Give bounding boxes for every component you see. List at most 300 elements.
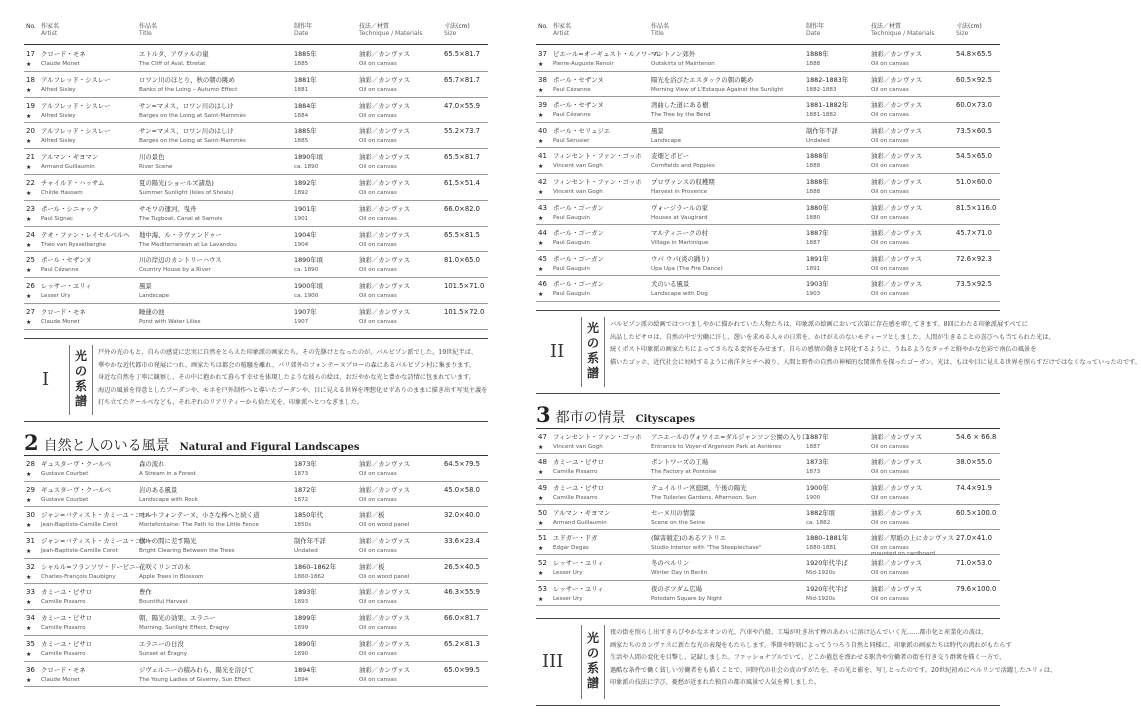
technique-en: Oil on canvas	[871, 163, 909, 170]
technique-en: Oil on canvas	[871, 519, 909, 526]
date-en: ca. 1890	[294, 267, 319, 274]
essay-line: 描いたゴッホ、近代社会に対峙するように南洋タヒチへ渡り、人間と野性の自然の神秘的な関係性を探ったゴーガン。光は、もはや目に見える世界を照らすだけではなくなっていったのです。	[610, 358, 1141, 366]
technique-ja: 油彩／カンヴァス	[359, 204, 411, 213]
date-ja: 1890年	[294, 639, 317, 648]
artist-name-en: Jean-Baptiste-Camille Corot	[41, 548, 118, 555]
essay-roman-numeral: III	[542, 651, 564, 672]
title-ja: 麦畑とポピー	[651, 152, 690, 161]
header-no: No.	[538, 23, 548, 30]
date-ja: 1901年	[294, 204, 317, 213]
date-en: 1882-1883	[806, 86, 837, 93]
date-en: Undated	[294, 548, 318, 555]
essay-divider	[604, 317, 605, 387]
essay-section-2	[536, 310, 1141, 394]
date-en: 1894	[294, 676, 309, 683]
date-ja: 1890年頃	[294, 256, 324, 265]
table-row	[24, 72, 488, 98]
technique-ja: 油彩／カンヴァス	[871, 254, 923, 263]
technique-ja: 油彩／カンヴァス	[871, 458, 923, 467]
title-en: Sunset at Éragny	[139, 650, 188, 657]
table-row	[24, 46, 488, 72]
artwork-number: 24	[26, 230, 35, 239]
artwork-number: 43	[538, 203, 547, 212]
table-row	[24, 456, 488, 482]
technique-en: Oil on canvas	[871, 61, 909, 67]
size: 65.2×81.3	[444, 639, 480, 648]
artist-name-en: Claude Monet	[41, 676, 80, 683]
technique-en: Oil on canvas	[871, 265, 909, 272]
essay-line: 身近な自然を丁寧に観察し、その中に抱かれて暮らす幸せを体現したような彼らの絵は、おだやかな光と豊かな詩情に包まれています。	[98, 374, 475, 381]
technique-en: Oil on canvas	[359, 676, 397, 683]
title-ja: 朝、陽光の効果、エラニー	[139, 614, 216, 623]
technique-ja: 油彩／カンヴァス	[871, 177, 923, 186]
right-page	[512, 0, 1141, 724]
header-title: 作品名 Title	[139, 23, 158, 37]
title-ja: 湾曲した道にある樹	[651, 101, 709, 110]
title-ja: サモワの運河、曳舟	[139, 204, 197, 213]
artist-name-en: Camille Pissarro	[41, 650, 86, 657]
star-mark: ★	[26, 267, 32, 275]
technique-en: Oil on canvas	[359, 293, 397, 300]
header-title: 作品名 Title	[651, 23, 670, 37]
star-mark: ★	[26, 293, 32, 301]
technique-ja: 油彩／カンヴァス	[871, 229, 923, 238]
date-en: 1885	[294, 138, 309, 145]
header-divider	[536, 44, 1000, 45]
title-en: Bountiful Harvest	[139, 599, 188, 606]
section-number: 3	[536, 402, 551, 427]
artwork-number: 51	[538, 534, 547, 543]
essay-section-3	[536, 618, 1057, 706]
star-mark: ★	[538, 291, 544, 299]
artist-name-ja: レッサー・ユリィ	[41, 282, 92, 291]
essay-line: 出品したピサロは、自然の中で労働に汗し、憩いを求める人々の日常を、かけがえのないモティーフとしました。人間が生きることの喜びへも当てられた光は、	[610, 333, 1055, 341]
artist-name-en: Claude Monet	[41, 61, 80, 67]
star-mark: ★	[26, 112, 32, 120]
artist-name-ja: ポール・シニャック	[41, 204, 99, 213]
size: 60.0×73.0	[956, 101, 992, 110]
title-en: Banks of the Loing – Autumn Effect	[139, 86, 238, 93]
table-row	[536, 505, 1000, 530]
artwork-number: 34	[26, 614, 35, 623]
essay-line: 海辺の風景を得意としたブーダンや、モネを戸外制作へと導いたブーダンや、目に見える世界を理想化せずありのままに描き出す写実主義を	[98, 386, 488, 394]
date-ja: 1881年	[294, 75, 317, 84]
date-en: 1860-1862	[294, 573, 325, 580]
technique-ja: 油彩／カンヴァス	[359, 101, 411, 110]
technique-ja: 油彩／カンヴァス	[871, 508, 923, 517]
date-en: Mid-1920s	[806, 595, 836, 602]
artist-name-ja: ジャン=バティスト・カミーユ・コロー	[41, 511, 155, 520]
size: 73.5×60.5	[956, 126, 992, 135]
artist-name-en: Théo van Rysselberghe	[41, 241, 107, 248]
artist-name-en: Camille Pissarro	[553, 494, 598, 501]
artist-name-ja: レッサー・ユリィ	[553, 584, 604, 593]
size: 46.3×55.9	[444, 588, 480, 597]
artwork-number: 25	[26, 256, 35, 265]
title-en: Winter Day in Berlin	[651, 570, 708, 577]
date-ja: 1887年	[806, 433, 829, 441]
technique-en: Oil on canvas	[359, 625, 397, 632]
title-ja: モルトフォンテーヌ、小さな棒へと続く道	[139, 511, 260, 520]
artwork-number: 36	[26, 665, 35, 674]
technique-en: Oil on canvas	[359, 86, 397, 93]
essay-line: 華やかな近代都市の発展につれ、画家たちは都会の喧騒を離れ、パリ郊外のフォンテーヌブローの森にあるバルビゾン村に集まります。	[98, 361, 476, 369]
title-ja: 犬のいる風景	[651, 280, 690, 289]
essay-section-1	[24, 338, 488, 422]
star-mark: ★	[26, 189, 32, 197]
size: 27.0×41.0	[956, 534, 992, 543]
column-header	[24, 23, 488, 44]
technique-en: Oil on canvas	[359, 267, 397, 274]
technique-en: Oil on canvas	[359, 599, 397, 606]
essay-divider	[581, 317, 582, 387]
title-en: The Tugboat, Canal at Samois	[139, 215, 223, 222]
artist-name-ja: ピエール=オーギュスト・ルノワール	[553, 50, 661, 58]
table-row	[536, 480, 1000, 505]
artist-name-ja: テオ・ファン・レイセルベルヘ	[41, 230, 130, 239]
table-row	[24, 252, 488, 278]
artist-name-en: Paul Gauguin	[553, 265, 590, 272]
size: 51.0×60.0	[956, 177, 992, 186]
artist-name-ja: シャルル=フランソワ・ドービニー	[41, 562, 142, 571]
artist-name-en: Paul Sérusier	[553, 137, 590, 144]
artist-name-en: Paul Cézanne	[553, 112, 591, 119]
table-row	[24, 175, 488, 201]
technique-ja: 油彩／カンヴァス	[359, 178, 411, 187]
artist-name-ja: チャイルド・ハッサム	[41, 178, 105, 187]
artwork-number: 42	[538, 177, 547, 186]
star-mark: ★	[538, 545, 544, 553]
technique-ja: 油彩／カンヴァス	[871, 433, 923, 441]
star-mark: ★	[26, 625, 32, 633]
star-mark: ★	[538, 444, 544, 451]
date-en: 1850s	[294, 522, 312, 529]
artist-name-ja: ギュスターヴ・クールベ	[41, 485, 112, 494]
technique-en: Oil on canvas	[871, 112, 909, 119]
title-en: The Tree by the Bend	[651, 112, 711, 119]
star-mark: ★	[538, 519, 544, 527]
title-ja: ヴォージラールの家	[651, 203, 709, 212]
title-en: Landscape	[651, 137, 682, 144]
technique-ja: 油彩／カンヴァス	[871, 584, 923, 593]
technique-en: Oil on canvas	[359, 138, 397, 145]
technique-ja: 油彩／カンヴァス	[359, 230, 411, 239]
table-row	[24, 636, 488, 662]
date-ja: 1860–1862年	[294, 562, 337, 571]
table-row	[536, 123, 1000, 149]
date-ja: 1882年頃	[806, 508, 836, 517]
date-en: 1887	[806, 444, 821, 450]
technique-ja: 油彩／カンヴァス	[871, 152, 923, 161]
artist-name-ja: カミーユ・ピサロ	[553, 483, 605, 492]
star-mark: ★	[538, 595, 544, 603]
title-en: Upa Upa (The Fire Dance)	[651, 265, 723, 272]
artist-name-ja: ポール・セザンヌ	[553, 75, 604, 84]
title-ja: 川の岸辺のカントリーハウス	[139, 256, 222, 265]
technique-ja: 油彩／カンヴァス	[871, 101, 923, 110]
title-ja: 陽光を浴びたエスタックの朝の眺め	[651, 75, 754, 84]
section-number: 2	[24, 430, 39, 455]
artist-name-ja: アルフレッド・シスレー	[41, 101, 111, 110]
table-row	[24, 149, 488, 175]
date-en: 1880-1881	[806, 545, 837, 552]
technique-en: Oil on canvas	[359, 164, 397, 171]
star-mark: ★	[538, 61, 544, 68]
technique-en-2: mounted on cardboard	[871, 551, 936, 558]
artwork-number: 30	[26, 511, 35, 520]
title-ja: マントノン郊外	[651, 50, 696, 58]
star-mark: ★	[538, 265, 544, 273]
table-row	[24, 482, 488, 508]
left-page	[0, 0, 512, 724]
title-ja: 森の流れ	[139, 460, 165, 468]
star-mark: ★	[26, 215, 32, 223]
date-en: ca. 1882	[806, 519, 831, 526]
title-en: Barges on the Loing at Saint-Mammès	[139, 138, 246, 145]
artist-name-en: Childe Hassam	[41, 189, 83, 196]
title-ja: エトルタ、アヴァルの崖	[139, 50, 209, 58]
artwork-table-1	[24, 46, 488, 330]
artwork-number: 28	[26, 460, 35, 468]
technique-en: Oil on canvas	[359, 650, 397, 657]
artist-name-en: Alfred Sisley	[41, 86, 76, 93]
artist-name-en: Alfred Sisley	[41, 112, 76, 119]
essay-line: 印象派の技法に学び、憂愁が近まれた独自の都市風景で人気を博しました。	[610, 679, 821, 686]
technique-ja: 油彩／カンヴァス	[871, 50, 923, 58]
artist-name-en: Pierre-Auguste Renoir	[553, 61, 614, 67]
title-ja: ロワン川のほとり、秋の朝の眺め	[139, 75, 235, 84]
artwork-number: 40	[538, 126, 547, 135]
artwork-number: 20	[26, 127, 35, 136]
size: 60.5×100.0	[956, 508, 997, 517]
date-en: 1885	[294, 61, 309, 67]
artwork-number: 39	[538, 101, 547, 110]
star-mark: ★	[538, 570, 544, 578]
table-row	[536, 46, 1000, 72]
size: 79.6×100.0	[956, 584, 997, 593]
artwork-number: 53	[538, 584, 547, 593]
title-ja: 川の景色	[139, 153, 165, 162]
essay-roman-numeral: I	[42, 369, 50, 390]
size: 71.0×53.0	[956, 559, 992, 568]
artwork-number: 23	[26, 204, 35, 213]
date-ja: 1907年	[294, 307, 317, 316]
date-en: 1891	[806, 265, 821, 272]
size: 65.7×81.7	[444, 75, 480, 84]
technique-en: Oil on canvas	[359, 548, 397, 555]
date-en: 1899	[294, 625, 309, 632]
date-en: 1881	[294, 86, 309, 93]
star-mark: ★	[26, 318, 32, 326]
date-en: 1904	[294, 241, 309, 248]
title-ja: サン=マメス、ロワン川のはしけ	[139, 127, 234, 136]
table-row	[24, 533, 488, 559]
date-ja: 1892年	[294, 178, 317, 187]
essay-text	[610, 319, 1141, 369]
star-mark: ★	[26, 650, 32, 658]
date-en: 1901	[294, 215, 309, 222]
size: 74.4×91.9	[956, 483, 992, 492]
size: 72.6×92.3	[956, 254, 992, 263]
size: 45.7×71.0	[956, 229, 992, 238]
title-en: Entrance to Voyer-d'Argenson Park at Asnières	[651, 444, 782, 450]
size: 54.5×65.0	[956, 152, 992, 161]
size: 66.0×81.7	[444, 614, 480, 623]
date-en: ca. 1890	[294, 164, 319, 171]
size: 73.5×92.5	[956, 280, 992, 289]
technique-en: Oil on canvas	[871, 444, 909, 450]
artist-name-en: Gustave Courbet	[41, 496, 89, 503]
table-row	[24, 201, 488, 227]
table-row	[24, 662, 488, 688]
technique-en: Oil on canvas	[871, 469, 909, 476]
date-ja: 1873年	[806, 458, 829, 467]
title-ja: (障害競走)のあるアトリエ	[651, 534, 727, 543]
technique-en: Oil on canvas	[359, 61, 397, 67]
artist-name-ja: カミーユ・ピサロ	[41, 614, 93, 623]
artwork-number: 52	[538, 559, 547, 568]
table-row	[536, 225, 1000, 251]
artist-name-ja: フィンセント・ファン・ゴッホ	[553, 433, 642, 441]
essay-divider	[581, 625, 582, 699]
artist-name-ja: エドガー・ドガ	[553, 534, 598, 543]
title-en: Landscape with Rock	[139, 496, 198, 503]
date-ja: 1904年	[294, 230, 317, 239]
title-en: A Stream in a Forest	[139, 471, 196, 477]
date-ja: 制作年不詳	[806, 126, 838, 135]
date-ja: 1890年頃	[294, 153, 324, 162]
size: 54.6 × 66.8	[956, 433, 997, 441]
header-artist: 作家名 Artist	[553, 23, 572, 37]
size: 81.0×65.0	[444, 256, 480, 265]
artist-name-en: Edgar Degas	[553, 545, 589, 552]
date-en: 1881-1882	[806, 112, 837, 119]
section-title-en: Cityscapes	[635, 414, 695, 425]
star-mark: ★	[26, 522, 32, 530]
size: 60.5×92.5	[956, 75, 992, 84]
artwork-number: 31	[26, 537, 35, 546]
table-row	[24, 123, 488, 149]
star-mark: ★	[26, 138, 32, 146]
technique-ja: 油彩／厚紙の上にカンヴァス	[871, 534, 955, 543]
title-ja: 夜のポツダム広場	[651, 584, 703, 593]
size: 101.5×72.0	[444, 307, 485, 316]
artwork-number: 45	[538, 254, 547, 263]
table-row	[536, 97, 1000, 123]
table-row	[536, 530, 1000, 558]
star-mark: ★	[26, 86, 32, 94]
table-row	[24, 98, 488, 124]
technique-ja: 油彩／カンヴァス	[871, 483, 923, 492]
technique-ja: 油彩／カンヴァス	[359, 282, 411, 291]
artist-name-en: Armand Guillaumin	[553, 519, 607, 526]
star-mark: ★	[26, 548, 32, 556]
date-ja: 1880–1881年	[806, 534, 849, 543]
date-en: 1892	[294, 189, 309, 196]
star-mark: ★	[26, 164, 32, 172]
artist-name-ja: クロード・モネ	[41, 50, 86, 58]
artist-name-ja: ポール・ゴーガン	[553, 280, 604, 289]
size: 66.0×82.0	[444, 204, 480, 213]
technique-ja: 油彩／カンヴァス	[871, 203, 923, 212]
star-mark: ★	[538, 112, 544, 120]
essay-vertical-title: 光の系譜	[586, 321, 599, 380]
artist-name-en: Vincent van Gogh	[553, 163, 603, 170]
date-ja: 1884年	[294, 101, 317, 110]
technique-ja: 油彩／カンヴァス	[359, 639, 411, 648]
title-en: Bright Clearing Between the Trees	[139, 548, 235, 555]
star-mark: ★	[26, 241, 32, 249]
date-en: 1872	[294, 496, 309, 503]
artist-name-en: Paul Signac	[41, 215, 74, 222]
artwork-number: 18	[26, 75, 35, 84]
size: 38.0×55.0	[956, 458, 992, 467]
essay-text	[98, 347, 488, 410]
title-ja: サン=マメス、ロワン川のはしけ	[139, 101, 234, 110]
essay-line: 打ち立てたクールベなども、それぞれのリアリティーから拾た光を、印象派へとつなぎました。	[98, 399, 363, 406]
date-ja: 1872年	[294, 485, 317, 494]
artist-name-ja: ポール・ゴーガン	[553, 203, 604, 212]
table-row	[24, 507, 488, 533]
size: 65.5×81.5	[444, 230, 480, 239]
artist-name-ja: ポール・セリュジエ	[553, 126, 611, 135]
artist-name-ja: ポール・ゴーガン	[553, 229, 604, 238]
artist-name-en: Vincent van Gogh	[553, 188, 603, 195]
artist-name-ja: ポール・セザンヌ	[41, 256, 92, 265]
table-row	[536, 454, 1000, 479]
artist-name-en: Alfred Sisley	[41, 138, 76, 145]
date-ja: 1900年	[806, 483, 829, 492]
date-ja: 1887年	[806, 229, 829, 238]
star-mark: ★	[538, 137, 544, 145]
title-ja: 豊作	[139, 588, 152, 597]
title-en: Houses at Vaugirard	[651, 214, 708, 221]
date-en: 1888	[806, 163, 821, 170]
artwork-table-4	[536, 428, 1000, 606]
star-mark: ★	[538, 240, 544, 248]
table-row	[536, 581, 1000, 606]
table-row	[536, 148, 1000, 174]
star-mark: ★	[26, 676, 32, 684]
size: 65.0×99.5	[444, 665, 480, 674]
date-ja: 1850年代	[294, 511, 324, 520]
title-en: Apple Trees in Blossom	[139, 573, 204, 580]
title-en: Mortefontaine: The Path to the Little Fence	[139, 522, 259, 529]
size: 65.5×81.7	[444, 50, 480, 58]
technique-ja: 油彩／カンヴァス	[359, 256, 411, 265]
technique-en: Oil on canvas	[871, 188, 909, 195]
technique-ja: 油彩／カンヴァス	[359, 665, 411, 674]
technique-en: Oil on canvas	[359, 241, 397, 248]
artwork-number: 50	[538, 508, 547, 517]
title-en: The Mediterranean at Le Lavandou	[139, 241, 237, 248]
date-en: 1893	[294, 599, 309, 606]
artwork-number: 17	[26, 50, 35, 58]
technique-en: Oil on wood panel	[359, 522, 410, 529]
date-en: 1873	[294, 471, 309, 477]
title-ja: 岩のある風景	[139, 485, 178, 494]
date-ja: 1885年	[294, 127, 317, 136]
size: 65.5×81.7	[444, 153, 480, 162]
title-ja: 風景	[139, 282, 152, 291]
artist-name-en: Paul Gauguin	[553, 291, 590, 298]
title-ja: 冬のベルリン	[651, 559, 690, 568]
technique-ja: 油彩／カンヴァス	[359, 614, 411, 623]
star-mark: ★	[26, 496, 32, 504]
header-no: No.	[26, 23, 36, 30]
artwork-number: 32	[26, 562, 35, 571]
artist-name-ja: クロード・モネ	[41, 307, 86, 316]
